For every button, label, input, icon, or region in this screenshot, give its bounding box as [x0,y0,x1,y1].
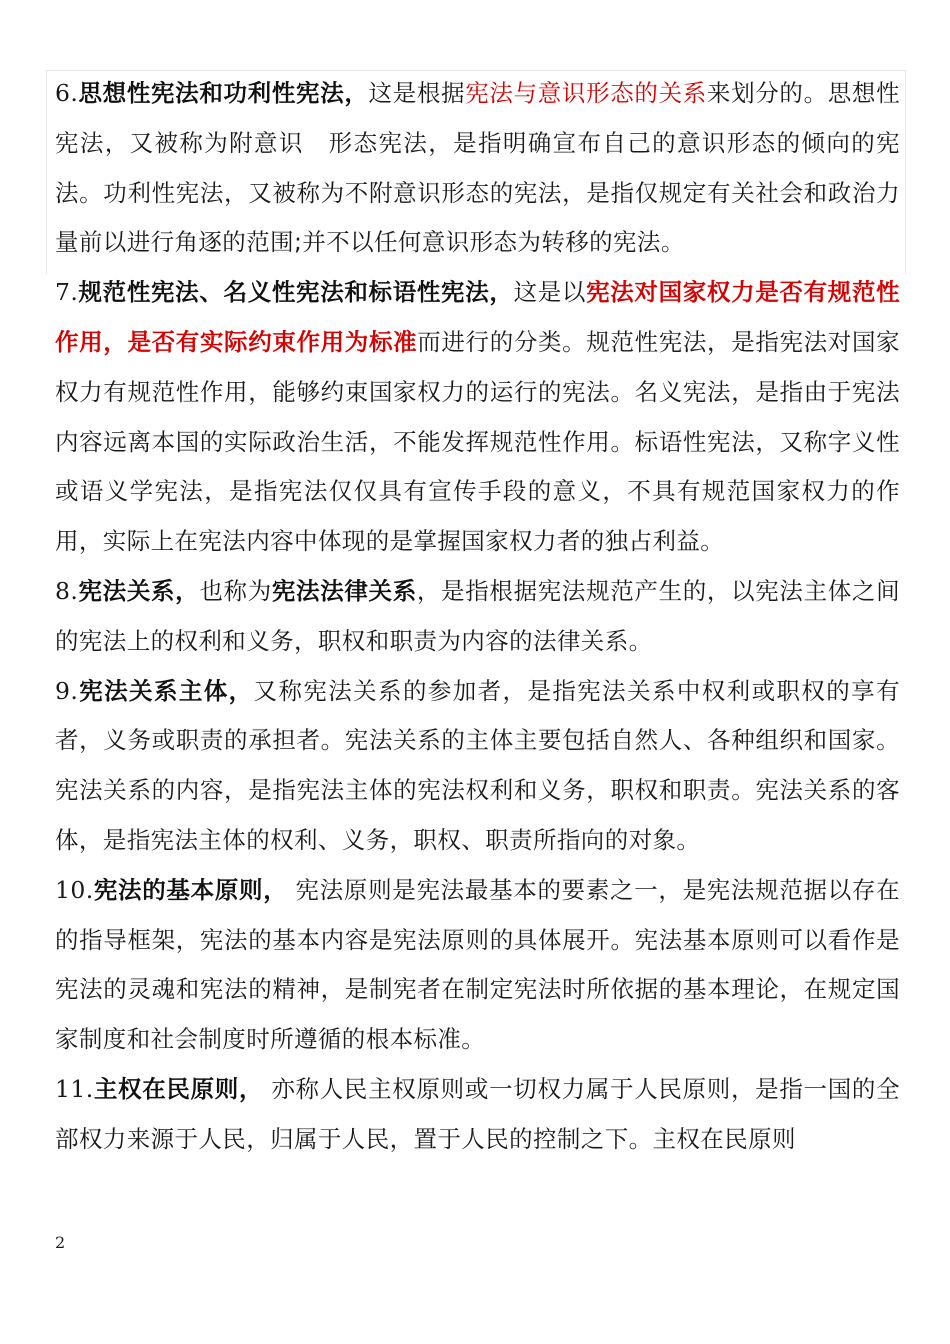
term-heading: 主权在民原则， [93,1074,264,1103]
paragraph-text: 又称宪法关系的参加者，是指宪法关系中权利或职权的享有者，义务或职责的承担者。宪法关系的主体主要包括自然人、各种组织和国家。宪法关系的内容，是指宪法主体的宪法权利和义务，职权和职责。宪法关系的客体，是指宪法主体的权利、义务，职权、职责所指向的对象。 [55,676,900,854]
page-number: 2 [55,1233,66,1252]
paragraph-text: 亦称人民主权原则或一切权力属于人民原则，是指一国的全部权力来源于人民，归属于人民，置于人民的控制之下。主权在民原则 [55,1074,900,1153]
paragraph-number: 9. [55,676,79,705]
highlighted-phrase: 宪法对国家权力是否有规范性作用，是否有实际约束作用为标准 [55,278,901,356]
paragraph-text: 宪法原则是宪法最基本的要素之一，是宪法规范据以存在的指导框架，宪法的基本内容是宪法原则的具体展开。宪法基本原则可以看作是宪法的灵魂和宪法的精神，是制宪者在制定宪法时所依据的基本理论，在规定国家制度和社会制度时所遵循的根本标准。 [55,875,900,1054]
paragraph-text: 这是以 [513,278,587,307]
paragraph-text: 这是根据 [368,79,466,107]
paragraph-7 [55,268,900,567]
term-heading: 宪法的基本原则， [93,875,288,904]
paragraph-10 [55,866,900,1065]
paragraph-text: ，是指根据宪法规范产生的，以宪法主体之间的宪法上的权利和义务，职权和职责为内容的法律关系。 [55,576,901,655]
paragraph-text: 来划分的。思想性宪法，又被称为附意识 形态宪法，是指明确宣布自己的意识形态的倾向的宪法。功利性宪法，又被称为不附意识形态的宪法，是指仅规定有关社会和政治力量前以进行角逐的范围;并不以任何意识形态为转移的宪法。 [55,79,901,257]
term-heading: 规范性宪法、名义性宪法和标语性宪法， [78,278,514,307]
document-body [55,69,900,1165]
paragraph-number: 11. [55,1074,94,1103]
paragraph-11 [55,1065,900,1165]
paragraph-number: 10. [55,875,94,904]
paragraph-6 [55,69,900,268]
term-heading: 宪法关系， [78,576,200,605]
highlighted-phrase: 宪法与意识形态的关系 [465,79,707,107]
paragraph-text: 而进行的分类。规范性宪法，是指宪法对国家权力有规范性作用，能够约束国家权力的运行的宪法。名义宪法，是指由于宪法内容远离本国的实际政治生活，不能发挥规范性作用。标语性宪法，又称字义性或语义学宪法，是指宪法仅仅具有宣传手段的意义，不具有规范国家权力的作用，实际上在宪法内容中体现的是掌握国家权力者的独占利益。 [55,327,900,556]
paragraph-number: 8. [55,576,79,605]
paragraph-8 [55,567,900,667]
paragraph-number: 6. [55,79,79,107]
term-heading-secondary: 宪法法律关系 [271,576,417,605]
paragraph-number: 7. [55,278,79,307]
term-heading: 宪法关系主体， [78,676,254,705]
term-heading: 思想性宪法和功利性宪法， [78,79,369,107]
paragraph-9 [55,667,900,866]
paragraph-text: 也称为 [199,576,272,605]
